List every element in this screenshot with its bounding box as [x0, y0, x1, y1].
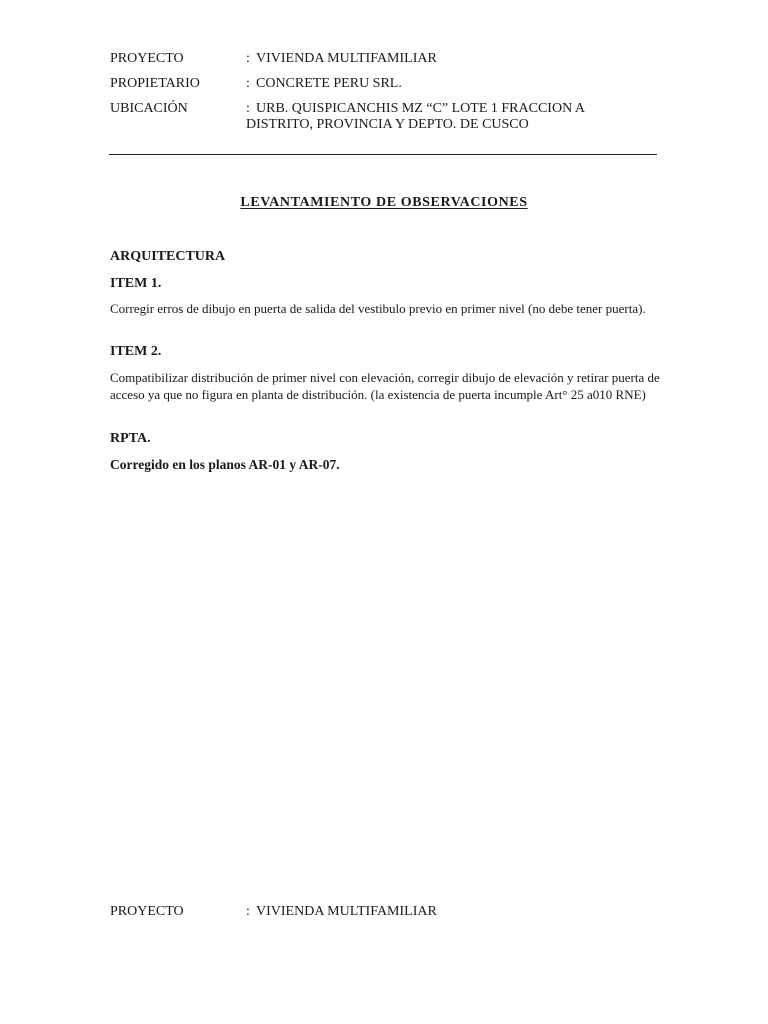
propietario-colon: :	[246, 76, 250, 91]
proyecto-value: VIVIENDA MULTIFAMILIAR	[256, 51, 437, 66]
proyecto-colon: :	[246, 51, 250, 66]
ubicacion-value	[246, 101, 586, 133]
footer-proyecto-label: PROYECTO	[110, 904, 184, 919]
footer-proyecto-row	[110, 904, 437, 920]
document-title: LEVANTAMIENTO DE OBSERVACIONES	[240, 195, 528, 210]
item2-text: Compatibilizar distribución de primer nivel con elevación, corregir dibujo de elevación y retirar puerta de acceso ya que no figura en planta de distribución. (la existencia de puerta incumple Art° 25 a010 RNE)	[110, 370, 660, 402]
propietario-label: PROPIETARIO	[110, 76, 200, 91]
footer-proyecto-colon: :	[246, 904, 250, 919]
header-proyecto-row	[110, 51, 437, 67]
header-divider	[109, 154, 657, 155]
item1-text: Corregir erros de dibujo en puerta de salida del vestibulo previo en primer nivel (no debe tener puerta).	[110, 301, 646, 316]
item2-heading: ITEM 2.	[110, 344, 162, 359]
ubicacion-value-line2: DISTRITO, PROVINCIA Y DEPTO. DE CUSCO	[246, 117, 529, 132]
rpta-heading: RPTA.	[110, 431, 151, 446]
footer-proyecto-value: VIVIENDA MULTIFAMILIAR	[256, 904, 437, 919]
header-propietario-row	[110, 76, 402, 92]
ubicacion-colon: :	[246, 101, 250, 116]
item1-heading: ITEM 1.	[110, 276, 162, 291]
proyecto-label: PROYECTO	[110, 51, 184, 66]
ubicacion-value-line1: URB. QUISPICANCHIS MZ “C” LOTE 1 FRACCION A	[256, 101, 586, 116]
propietario-value: CONCRETE PERU SRL.	[256, 76, 402, 91]
header-ubicacion-row	[110, 101, 585, 133]
rpta-text: Corregido en los planos AR-01 y AR-07.	[110, 457, 340, 472]
ubicacion-label: UBICACIÓN	[110, 101, 188, 116]
section-arquitectura: ARQUITECTURA	[110, 249, 226, 264]
